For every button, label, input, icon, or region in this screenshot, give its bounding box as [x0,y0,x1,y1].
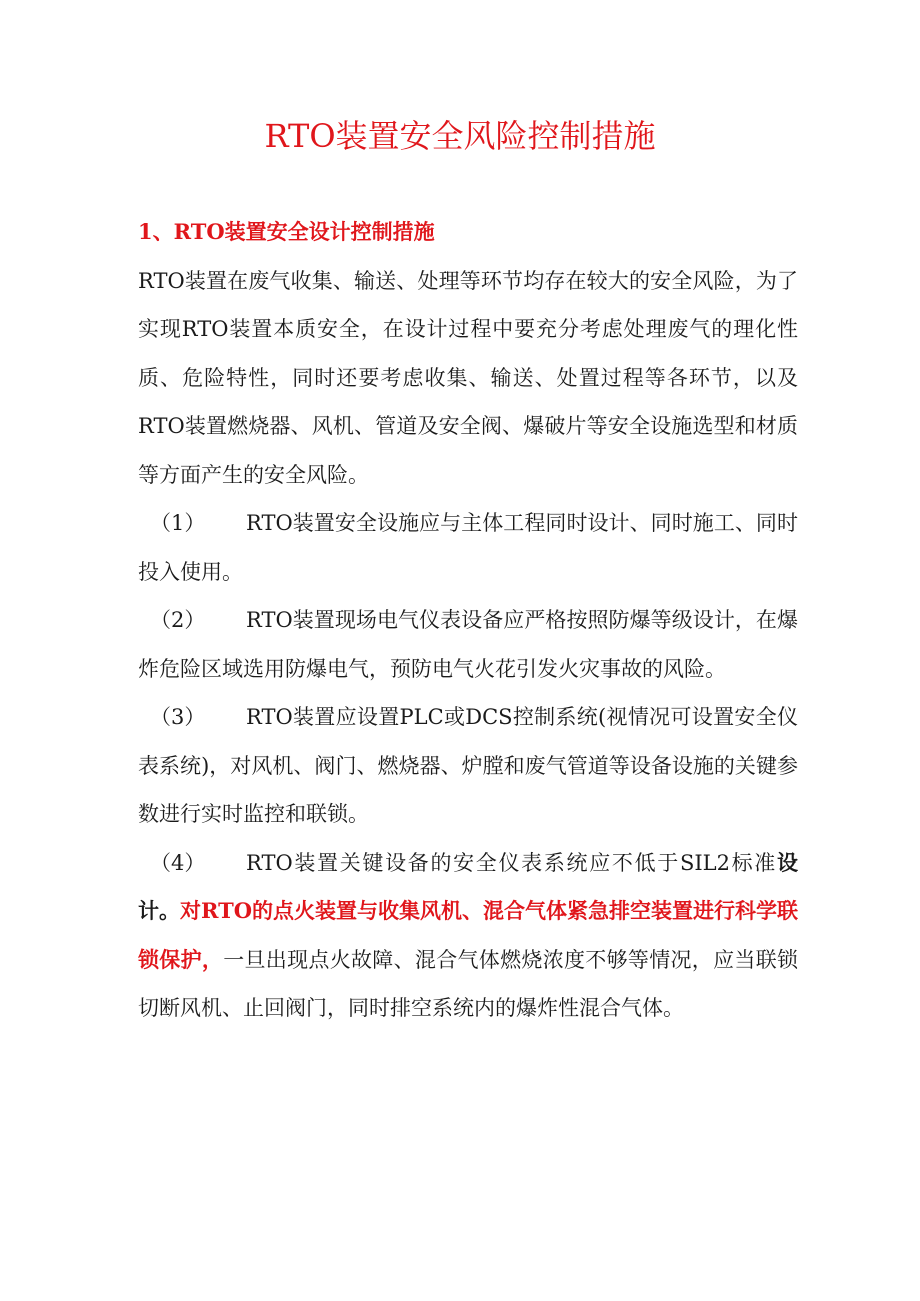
item-text: RTO装置关键设备的安全仪表系统应不低于SIL2标准 [246,850,777,875]
document-body [138,208,798,1033]
intro-paragraph: RTO装置在废气收集、输送、处理等环节均存在较大的安全风险，为了实现RTO装置本质安全，在设计过程中要充分考虑处理废气的理化性质、危险特性，同时还要考虑收集、输送、处置过程等各环节，以及RTO装置燃烧器、风机、管道及安全阀、爆破片等安全设施选型和材质等方面产生的安全风险。 [138,268,798,487]
list-item [138,499,798,596]
section-heading: 1、RTO装置安全设计控制措施 [138,219,435,244]
item-text-bold: 设计。 [138,849,798,923]
list-item [138,839,798,1033]
item-number: （1） [150,511,206,535]
item-number: （2） [150,608,206,632]
item-text-continued: 一旦出现点火故障、混合气体燃烧浓度不够等情况，应当联锁切断风机、止回阀门，同时排空系统内的爆炸性混合气体。 [138,947,799,1020]
item-text: RTO装置现场电气仪表设备应严格按照防爆等级设计，在爆炸危险区域选用防爆电气，预防电气火花引发火灾事故的风险。 [138,608,798,681]
item-number: （3） [150,705,206,729]
document-title: RTO装置安全风险控制措施 [264,117,656,155]
list-item [138,693,798,839]
item-number: （4） [150,850,206,875]
item-text: RTO装置安全设施应与主体工程同时设计、同时施工、同时投入使用。 [138,511,798,584]
list-item [138,596,798,693]
item-text-highlight: 对RTO的点火装置与收集风机、混合气体紧急排空装置进行科学联锁保护， [138,898,799,972]
item-text: RTO装置应设置PLC或DCS控制系统(视情况可设置安全仪表系统)，对风机、阀门、燃烧器、炉膛和废气管道等设备设施的关键参数进行实时监控和联锁。 [138,705,798,826]
